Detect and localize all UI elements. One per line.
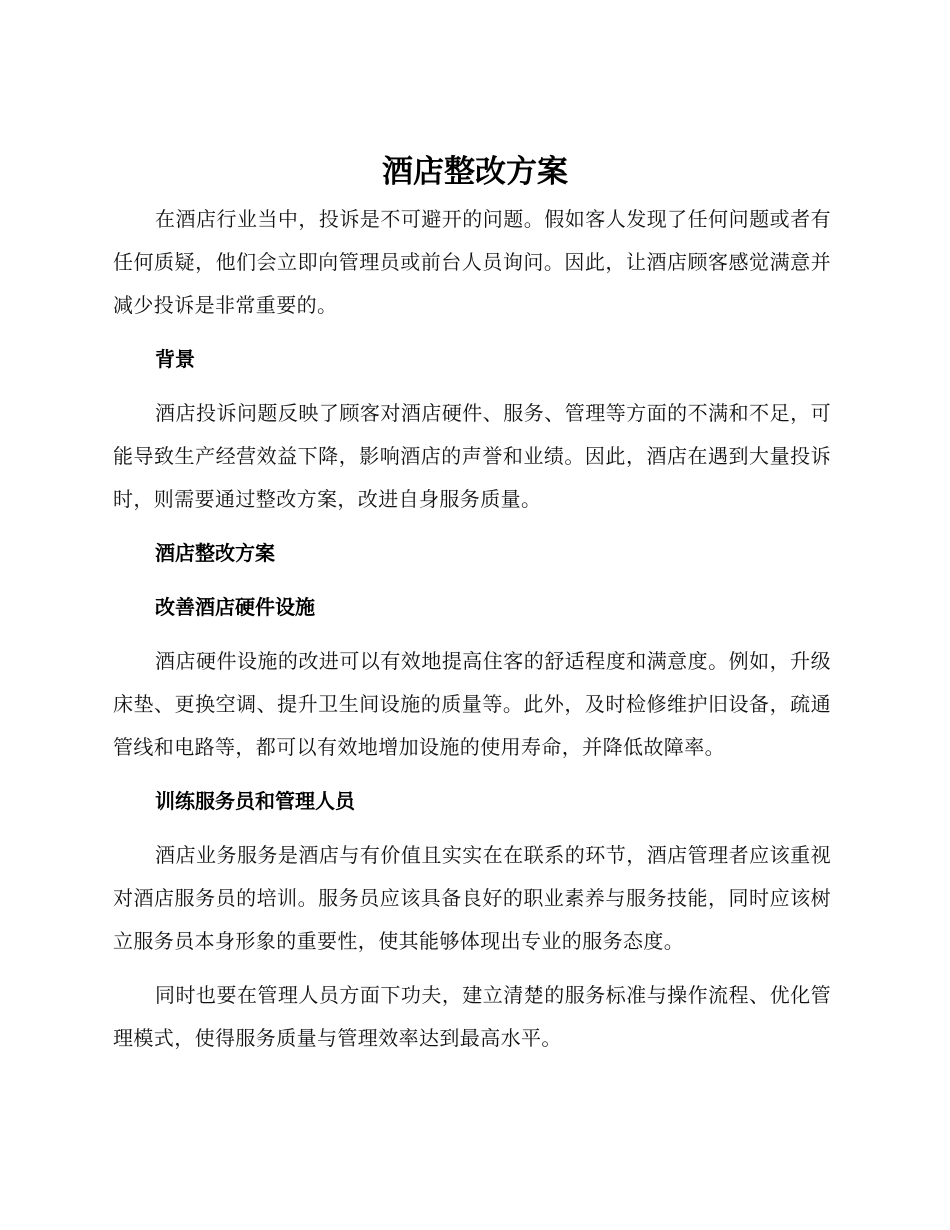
hardware-paragraph: 酒店硬件设施的改进可以有效地提高住客的舒适程度和满意度。例如，升级床垫、更换空调、提升卫生间设施的质量等。此外，及时检修维护旧设备，疏通管线和电路等，都可以有效地增加设施的使用寿命，并降低故障率。 — [113, 649, 831, 759]
section-heading-plan: 酒店整改方案 — [155, 541, 275, 565]
management-paragraph: 同时也要在管理人员方面下功夫，建立清楚的服务标准与操作流程、优化管理模式，使得服务质量与管理效率达到最高水平。 — [113, 983, 831, 1050]
subsection-heading-training: 训练服务员和管理人员 — [155, 789, 355, 813]
section-heading-background: 背景 — [155, 347, 195, 371]
document-title: 酒店整改方案 — [382, 154, 568, 190]
intro-paragraph: 在酒店行业当中，投诉是不可避开的问题。假如客人发现了任何问题或者有任何质疑，他们会立即向管理员或前台人员询问。因此，让酒店顾客感觉满意并减少投诉是非常重要的。 — [113, 207, 831, 317]
subsection-heading-hardware: 改善酒店硬件设施 — [155, 595, 315, 619]
training-paragraph: 酒店业务服务是酒店与有价值且实实在在联系的环节，酒店管理者应该重视对酒店服务员的培训。服务员应该具备良好的职业素养与服务技能，同时应该树立服务员本身形象的重要性，使其能够体现出专业的服务态度。 — [113, 843, 831, 953]
document-body — [113, 198, 831, 1071]
background-paragraph: 酒店投诉问题反映了顾客对酒店硬件、服务、管理等方面的不满和不足，可能导致生产经营效益下降，影响酒店的声誉和业绩。因此，酒店在遇到大量投诉时，则需要通过整改方案，改进自身服务质量。 — [113, 401, 831, 511]
